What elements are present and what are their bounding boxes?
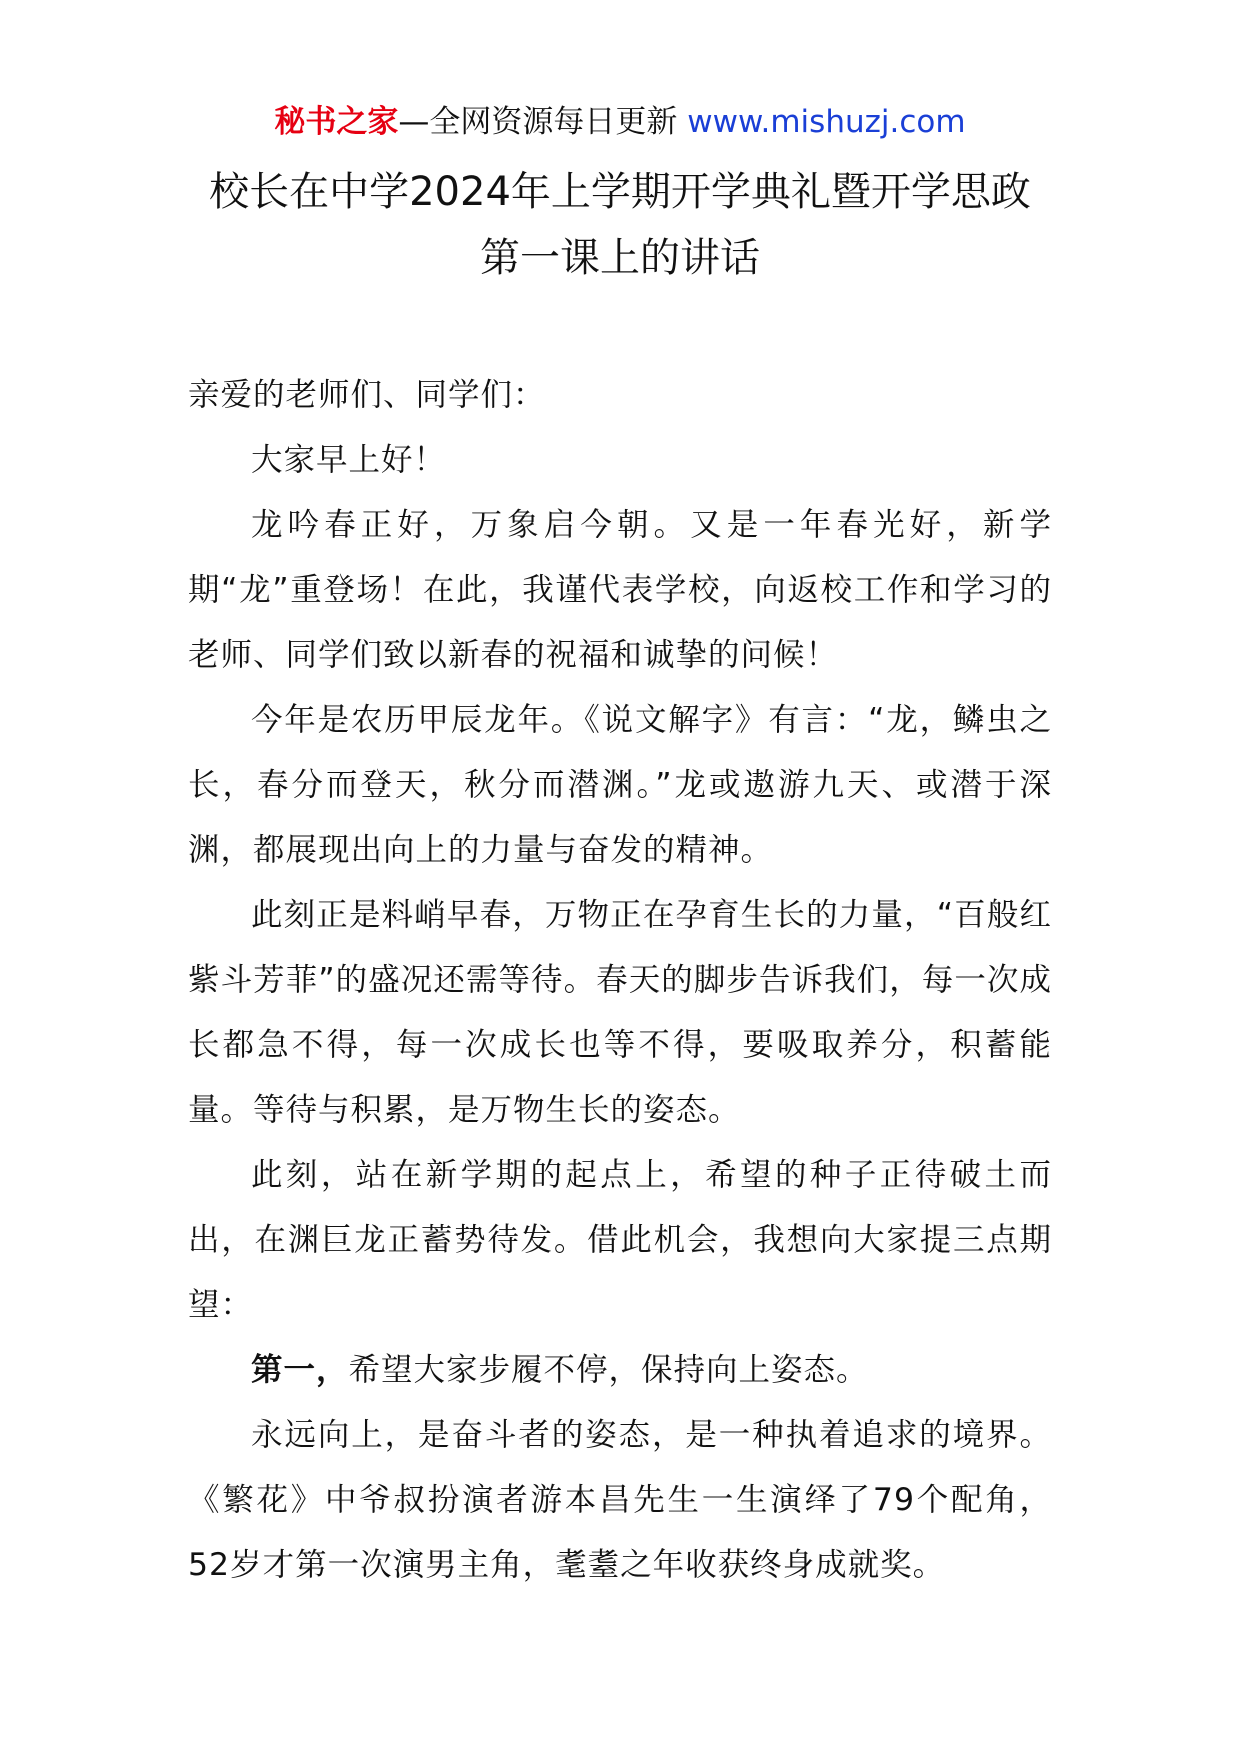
site-name: 秘书之家: [274, 104, 399, 140]
document-title-line-1: 校长在中学2024年上学期开学典礼暨开学思政: [209, 169, 1031, 215]
paragraph-1: 龙吟春正好，万象启今朝。又是一年春光好，新学期“龙”重登场！在此，我谨代表学校，向返校工作和学习的老师、同学们致以新春的祝福和诚挚的问候！: [188, 507, 1052, 673]
site-slogan: —全网资源每日更新: [398, 104, 688, 140]
paragraph-4: 此刻，站在新学期的起点上，希望的种子正待破土而出，在渊巨龙正蓄势待发。借此机会，我想向大家提三点期望：: [188, 1157, 1052, 1323]
paragraph-3: 此刻正是料峭早春，万物正在孕育生长的力量，“百般红紫斗芳菲”的盛况还需等待。春天的脚步告诉我们，每一次成长都急不得，每一次成长也等不得，要吸取养分，积蓄能量。等待与积累，是万物生长的姿态。: [188, 897, 1052, 1128]
salutation: 亲爱的老师们、同学们：: [188, 377, 546, 413]
site-header: [0, 100, 1240, 144]
greeting: 大家早上好！: [251, 442, 447, 478]
document-title-line-2: 第一课上的讲话: [480, 235, 760, 281]
speech-body: [188, 363, 1052, 1598]
paragraph-5: 永远向上，是奋斗者的姿态，是一种执着追求的境界。《繁花》中爷叔扮演者游本昌先生一生演绎了79个配角，52岁才第一次演男主角，耄耋之年收获终身成就奖。: [188, 1417, 1052, 1583]
point-1-heading: [188, 1338, 1052, 1403]
point-1-text: 希望大家步履不停，保持向上姿态。: [348, 1352, 869, 1388]
point-1-lead: 第一，: [251, 1352, 349, 1388]
site-url-link[interactable]: www.mishuzj.com: [687, 104, 966, 140]
paragraph-2: 今年是农历甲辰龙年。《说文解字》有言：“龙，鳞虫之长，春分而登天，秋分而潜渊。”龙或遨游九天、或潜于深渊，都展现出向上的力量与奋发的精神。: [188, 702, 1052, 868]
